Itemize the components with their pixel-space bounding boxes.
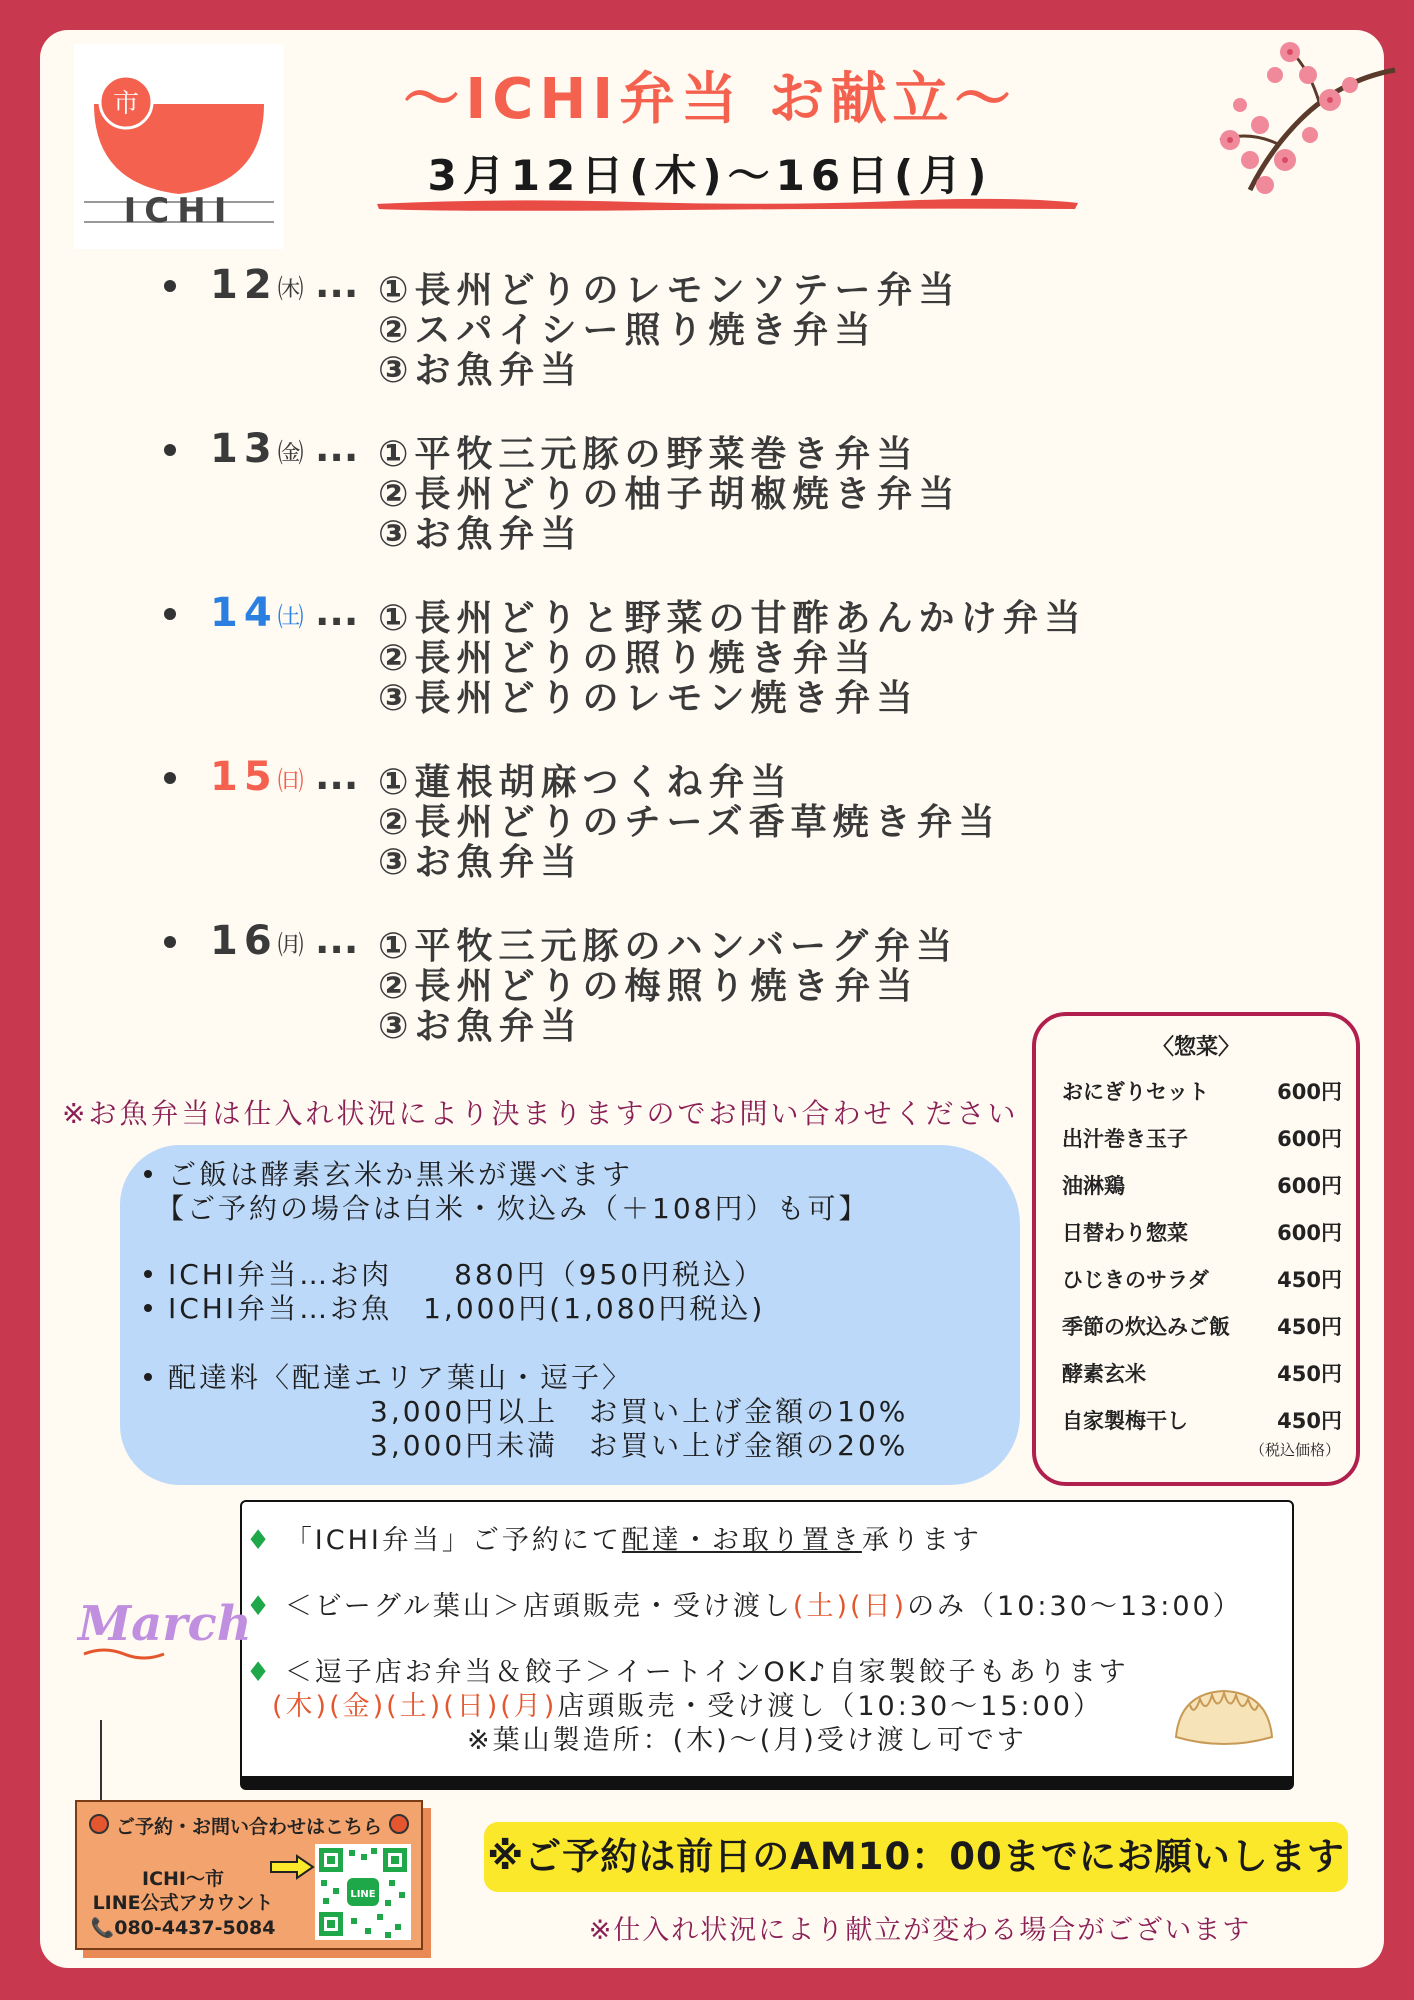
leader-dots: ... (315, 590, 359, 634)
page-title: ～ICHI弁当 お献立～ (403, 67, 1017, 132)
bullet-dot (144, 1170, 152, 1178)
date-range: 3月12日(木)～16日(月) (427, 151, 993, 200)
menu-item: ③長州どりのレモン焼き弁当 (378, 678, 919, 719)
connector-line (100, 1720, 102, 1810)
delivery-rate-2: 3,000円未満 お買い上げ金額の20% (370, 1429, 909, 1462)
menu-item: ①平牧三元豚の野菜巻き弁当 (378, 434, 919, 475)
info-panel (120, 1145, 1020, 1485)
contact-card (75, 1800, 423, 1950)
fish-note: ※お魚弁当は仕入れ状況により決まりますのでお問い合わせください (62, 1097, 1019, 1130)
menu-change-note: ※仕入れ状況により献立が変わる場合がございます (588, 1915, 1252, 1946)
leader-dots: ... (315, 262, 359, 306)
contact-name: ICHI～市 (142, 1868, 224, 1890)
svg-text:March: March (78, 1596, 252, 1652)
ichi-logo (74, 44, 284, 249)
day-number: 12㈭ (210, 262, 304, 308)
delivery-rate-1: 3,000円以上 お買い上げ金額の10% (370, 1395, 909, 1428)
svg-text:LINE: LINE (350, 1889, 376, 1900)
rice-reserve-info: 【ご予約の場合は白米・炊込み（＋108円）も可】 (156, 1192, 870, 1225)
menu-item: ①長州どりと野菜の甘酢あんかけ弁当 (378, 598, 1087, 639)
leader-dots: ... (315, 918, 359, 962)
contact-heading: ご予約・お問い合わせはこちら (115, 1816, 382, 1838)
notice-zushi-store: ♦ ＜逗子店お弁当＆餃子＞イートインOK♪自家製餃子もあります (246, 1657, 1129, 1688)
menu-item: ②スパイシー照り焼き弁当 (378, 310, 877, 351)
menu-item: ①長州どりのレモンソテー弁当 (378, 270, 961, 311)
side-dish-row: おにぎりセット 600円 (1062, 1080, 1342, 1104)
contact-account: LINE公式アカウント (92, 1892, 274, 1914)
bullet-dot (164, 280, 176, 292)
day-number: 15㈰ (210, 754, 304, 800)
menu-item: ③お魚弁当 (378, 842, 583, 883)
day-number: 13㈮ (210, 426, 304, 472)
side-dish-row: 日替わり惣菜 600円 (1062, 1221, 1342, 1245)
menu-item: ③お魚弁当 (378, 514, 583, 555)
bullet-dot (164, 936, 176, 948)
leader-dots: ... (315, 754, 359, 798)
line-qr-code[interactable] (315, 1844, 411, 1940)
side-dish-row: 自家製梅干し 450円 (1062, 1409, 1342, 1433)
day-number: 14㈯ (210, 590, 304, 636)
notice-reservation: ♦ 「ICHI弁当」ご予約にて配達・お取り置き承ります (246, 1525, 982, 1556)
notice-board (240, 1500, 1294, 1790)
menu-item: ②長州どりのチーズ香草焼き弁当 (378, 802, 1001, 843)
menu-item: ③お魚弁当 (378, 350, 583, 391)
menu-item: ②長州どりの照り焼き弁当 (378, 638, 877, 679)
march-decoration (74, 1588, 252, 1668)
gyoza-icon (1170, 1685, 1278, 1753)
notice-zushi-days: (木)(金)(土)(日)(月)店頭販売・受け渡し（10:30～15:00） (272, 1691, 1103, 1722)
bullet-dot (144, 1304, 152, 1312)
menu-item: ③お魚弁当 (378, 1006, 583, 1047)
menu-item: ①蓮根胡麻つくね弁当 (378, 762, 793, 803)
bullet-dot (164, 772, 176, 784)
notice-hayama-factory: ※葉山製造所：(木)～(月)受け渡し可です (467, 1725, 1027, 1756)
reservation-deadline: ※ご予約は前日のAM10：00までにお願いします (484, 1822, 1348, 1892)
contact-phone[interactable]: 📞080-4437-5084 (90, 1917, 276, 1939)
svg-text:ICHI: ICHI (123, 191, 235, 231)
cherry-blossom-icon (1190, 30, 1400, 210)
menu-item: ②長州どりの柚子胡椒焼き弁当 (378, 474, 961, 515)
bullet-dot (144, 1270, 152, 1278)
side-dish-row: 酵素玄米 450円 (1062, 1362, 1342, 1386)
notice-beagle-hayama: ♦ ＜ビーグル葉山＞店頭販売・受け渡し(土)(日)のみ（10:30～13:00） (246, 1591, 1243, 1622)
arrow-right-icon (269, 1854, 315, 1880)
bullet-dot (144, 1373, 152, 1381)
price-fish: ICHI弁当…お魚 1,000円(1,080円税込) (168, 1292, 766, 1325)
rice-info: ご飯は酵素玄米か黒米が選べます (168, 1158, 634, 1191)
bullet-dot (164, 608, 176, 620)
price-meat: ICHI弁当…お肉 880円（950円税込） (168, 1258, 766, 1291)
day-number: 16㈪ (210, 918, 304, 964)
bullet-dot (164, 444, 176, 456)
tax-note: （税込価格） (1249, 1441, 1340, 1459)
menu-item: ①平牧三元豚のハンバーグ弁当 (378, 926, 958, 967)
menu-item: ②長州どりの梅照り焼き弁当 (378, 966, 919, 1007)
side-dish-row: ひじきのサラダ 450円 (1062, 1268, 1342, 1292)
svg-text:市: 市 (112, 89, 140, 119)
side-dish-row: 季節の炊込みご飯 450円 (1062, 1315, 1342, 1339)
side-dish-row: 出汁巻き玉子 600円 (1062, 1127, 1342, 1151)
diamond-icon: ♦ (246, 1591, 274, 1622)
diamond-icon: ♦ (246, 1657, 274, 1688)
brush-underline (375, 196, 1080, 212)
leader-dots: ... (315, 426, 359, 470)
diamond-icon: ♦ (246, 1525, 274, 1556)
delivery-info: 配達料〈配達エリア葉山・逗子〉 (168, 1361, 634, 1394)
side-dish-title: 〈惣菜〉 (1151, 1035, 1240, 1060)
side-dish-row: 油淋鶏 600円 (1062, 1174, 1342, 1198)
side-dish-box (1032, 1012, 1360, 1486)
